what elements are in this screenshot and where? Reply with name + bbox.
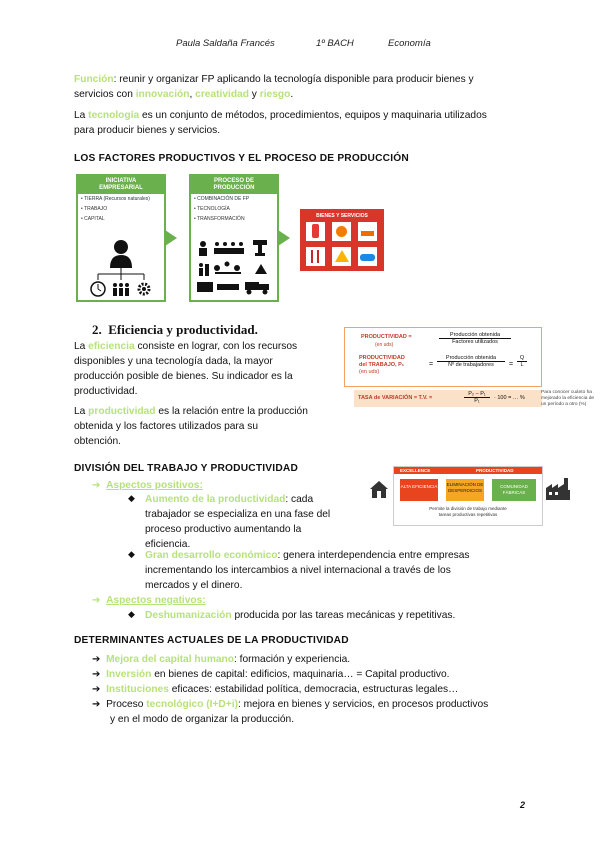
ef-pre: La <box>74 341 89 352</box>
det-text: : mejora en bienes y servicios, en procesos productivos <box>237 699 489 710</box>
funcion-text-2: servicios con <box>74 89 136 100</box>
bullet-deshumanizacion <box>145 608 545 623</box>
term-deshumanizacion: Deshumanización <box>145 610 232 621</box>
box1-item: • CAPITAL <box>81 216 105 222</box>
b2-text: mercados y el dinero. <box>145 580 243 591</box>
det-text: : formación y experiencia. <box>234 654 351 665</box>
division-diagram <box>366 466 574 526</box>
det-pre: Proceso <box>106 699 147 710</box>
funcion-text: : reunir y organizar FP aplicando la tecnología disponible para producir bienes y <box>113 74 474 85</box>
det-text: en bienes de capital: edificios, maquinaria… = Capital productivo. <box>151 669 450 680</box>
bienes-servicios-box <box>300 209 384 271</box>
det-item-2 <box>92 667 552 682</box>
header-subject: Economía <box>388 38 431 49</box>
section2-title <box>92 322 258 338</box>
card-1-text: ALTA EFICIENCIA <box>400 484 438 489</box>
diamond-icon: ◆ <box>128 609 135 619</box>
prodtrab-label-2: del TRABAJO, P₁ <box>359 362 405 368</box>
tv-label: TASA de VARIACIÓN = T.V. = <box>358 395 433 401</box>
ef-text: consiste en lograr, con los recursos <box>134 341 298 352</box>
box2-item: • TECNOLOGÍA <box>194 206 230 212</box>
caption-2: tareas productivas repetitivas <box>438 512 498 517</box>
phone-icon <box>306 222 325 241</box>
card-1 <box>400 479 438 501</box>
car-icon <box>358 247 377 266</box>
tec-text-2: para producir bienes y servicios. <box>74 125 221 136</box>
page-number: 2 <box>520 800 526 810</box>
box2-title-2: PRODUCCIÓN <box>213 185 255 191</box>
tv-note: Para conocer cuánto ha mejorado la eficiencia de un período a otro (%) <box>541 390 595 407</box>
aspectos-positivos <box>92 478 203 493</box>
bullet-desarrollo <box>145 548 545 593</box>
prod-den: Factores utilizados <box>452 339 498 345</box>
arrow-1 <box>165 230 177 246</box>
card-3 <box>492 479 536 501</box>
det-text: eficaces: estabilidad política, democracia, estructuras legales… <box>168 684 459 695</box>
bullet-productividad <box>145 492 365 552</box>
box1-item: • TIERRA (Recursos naturales) <box>81 196 150 202</box>
l: L <box>520 362 524 368</box>
term-riesgo: riesgo <box>259 89 291 100</box>
arrow-icon: ➔ <box>92 699 101 710</box>
term-productividad: productividad <box>88 406 156 417</box>
term-tecnologia: tecnología <box>88 110 140 121</box>
box1-item: • TRABAJO <box>81 206 108 212</box>
aspectos-negativos <box>92 593 206 608</box>
term-inversion: Inversión <box>106 669 152 680</box>
tecnologia-paragraph <box>74 108 534 138</box>
term-funcion: Función <box>74 74 114 85</box>
orange-icon <box>332 222 351 241</box>
header-course: 1º BACH <box>316 38 354 49</box>
bed-icon <box>358 222 377 241</box>
ef-text: producción posible de bienes. Su indicador es la <box>74 371 293 382</box>
card-3-text: COMUNIDAD FÁBRICAS <box>500 484 528 495</box>
arrow-icon: ➔ <box>92 684 101 695</box>
card-2-text: ELIMINACIÓN DE DESPERDICIOS <box>446 482 484 493</box>
entrepreneur-icon <box>90 238 152 298</box>
prodtrab-label <box>359 355 405 376</box>
term-desarrollo: Gran desarrollo económico <box>145 550 278 561</box>
productividad-paragraph <box>74 404 342 449</box>
term-aspectos-negativos: Aspectos negativos: <box>106 595 206 606</box>
term-innovacion: innovación <box>135 89 190 100</box>
factors-diagram <box>74 170 282 300</box>
division-box <box>393 466 543 526</box>
b1-text: proceso productivo aumentando la <box>145 524 302 535</box>
section1-title: LOS FACTORES PRODUCTIVOS Y EL PROCESO DE PRODUCCIÓN <box>74 153 409 164</box>
sep: y <box>248 89 260 100</box>
tec-text: es un conjunto de métodos, procedimientos, equipos y maquinaria utilizados <box>139 110 487 121</box>
q: Q <box>517 355 527 362</box>
b3-text: producida por las tareas mecánicas y repetitivas. <box>231 610 456 621</box>
prodtrab-fraction <box>437 355 505 368</box>
section2-title-text: Eficiencia y productividad. <box>108 322 258 337</box>
production-icons <box>195 238 273 296</box>
b1-text: : cada <box>285 494 314 505</box>
diamond-icon: ◆ <box>128 493 135 503</box>
term-aspectos-positivos: Aspectos positivos: <box>106 480 203 491</box>
term-tecnologico: tecnológico (I+D+i) <box>146 699 238 710</box>
tv-tail: · 100 = … % <box>494 395 525 401</box>
box2-title-1: PROCESO DE <box>213 178 254 184</box>
prod-text: obtenida y los factores utilizados para su <box>74 421 259 432</box>
b2-text: incrementando los intercambios a nivel internacional a través de los <box>145 565 451 576</box>
arrow-icon: ➔ <box>92 480 101 491</box>
arrow-icon: ➔ <box>92 654 101 665</box>
utensils-icon <box>306 247 325 266</box>
arrow-icon: ➔ <box>92 595 101 606</box>
prodtrab-den: Nº de trabajadores <box>448 362 494 368</box>
section4-title: DETERMINANTES ACTUALES DE LA PRODUCTIVIDAD <box>74 635 349 646</box>
term-instituciones: Instituciones <box>106 684 169 695</box>
ql-fraction <box>517 355 527 368</box>
prodtrab-sub: (en uds) <box>359 369 380 375</box>
right-title: PRODUCTIVIDAD <box>476 468 514 473</box>
prod-fraction <box>439 332 511 345</box>
sep: . <box>290 89 294 100</box>
prodtrab-num: Producción obtenida <box>437 355 505 362</box>
prod-num: Producción obtenida <box>439 332 511 339</box>
factory-icon <box>544 476 572 502</box>
b1-text: eficiencia. <box>145 539 191 550</box>
det-item-1 <box>92 652 552 667</box>
tv-den: P₁ <box>474 398 480 404</box>
term-eficiencia: eficiencia <box>88 341 135 352</box>
prodtrab-eq: = <box>429 361 434 368</box>
card-2 <box>446 479 484 501</box>
box-iniciativa-title <box>78 176 164 194</box>
funcion-paragraph <box>74 72 534 102</box>
det-item-3 <box>92 682 552 697</box>
section2-number: 2. <box>92 322 102 337</box>
box-proceso <box>189 174 279 302</box>
caption-1: Permite la división de trabajo mediante <box>429 506 507 511</box>
prod-sub: (en uds) <box>375 342 394 348</box>
prod-text: es la relación entre la producción <box>155 406 308 417</box>
tec-pre: La <box>74 110 89 121</box>
prodtrab-label-1: PRODUCTIVIDAD <box>359 355 405 361</box>
section3-title: DIVISIÓN DEL TRABAJO Y PRODUCTIVIDAD <box>74 463 298 474</box>
term-capital-humano: Mejora del capital humano <box>106 654 234 665</box>
formula-box <box>344 327 542 387</box>
tv-num: P₂ − P₁ <box>464 391 490 398</box>
b2-text: : genera interdependencia entre empresas <box>277 550 470 561</box>
prod-text: obtención. <box>74 436 122 447</box>
box-proceso-title <box>191 176 277 194</box>
arrow-icon: ➔ <box>92 669 101 680</box>
tv-fraction <box>464 391 490 404</box>
sep: , <box>189 89 196 100</box>
division-caption <box>398 506 538 518</box>
b1-text: trabajador se especializa en una fase del <box>145 509 331 520</box>
box1-title-2: EMPRESARIAL <box>99 185 143 191</box>
bienes-servicios-title: BIENES Y SERVICIOS <box>316 213 368 219</box>
tv-box <box>354 390 542 407</box>
warning-icon <box>332 247 351 266</box>
house-icon <box>368 478 390 500</box>
term-aumento: Aumento de la productividad <box>145 494 286 505</box>
box1-title-1: INICIATIVA <box>105 178 137 184</box>
prod-label: PRODUCTIVIDAD = <box>361 334 412 340</box>
header-author: Paula Saldaña Francés <box>176 38 275 49</box>
det-item-4 <box>92 697 562 727</box>
box2-item: • TRANSFORMACIÓN <box>194 216 245 222</box>
arrow-2 <box>278 230 290 246</box>
det-text-cont: y en el modo de organizar la producción. <box>110 714 295 725</box>
term-creatividad: creatividad <box>195 89 249 100</box>
left-title: EXCELLENCE <box>400 468 431 473</box>
box-iniciativa <box>76 174 166 302</box>
eficiencia-paragraph <box>74 339 342 399</box>
ef-text: disponibles y una tecnología dada, la mayor <box>74 356 273 367</box>
prodtrab-frac-eq: = <box>509 361 514 368</box>
box2-item: • COMBINACIÓN DE FP <box>194 196 250 202</box>
diamond-icon: ◆ <box>128 549 135 559</box>
prod-pre: La <box>74 406 89 417</box>
ef-text: productividad. <box>74 386 138 397</box>
